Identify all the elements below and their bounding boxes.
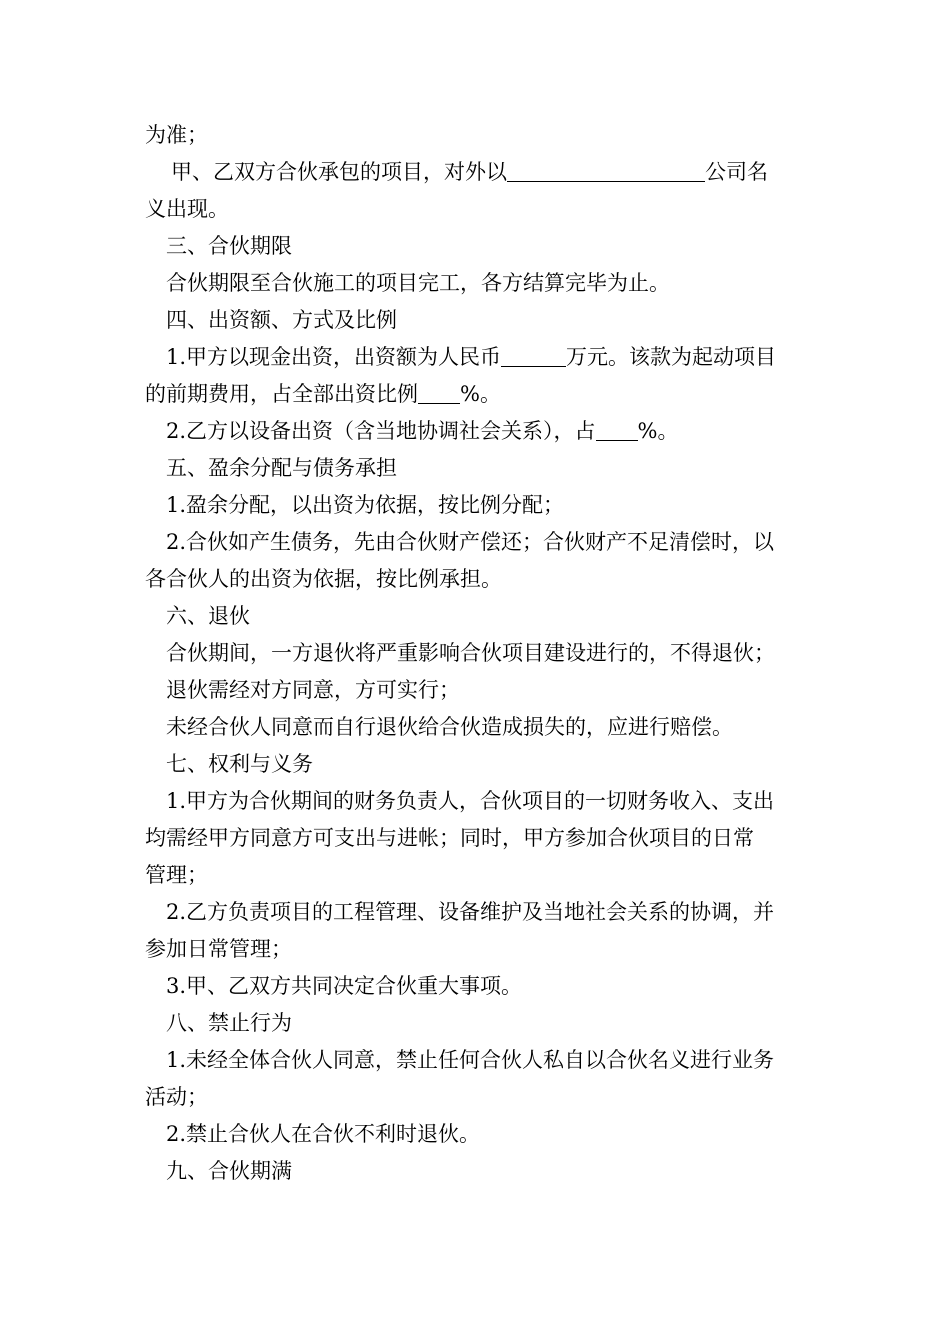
section-heading: 九、合伙期满 [166,1159,292,1183]
text-line: 2.合伙如产生债务，先由合伙财产偿还；合伙财产不足清偿时，以 [166,530,775,554]
text-line: 2.乙方负责项目的工程管理、设备维护及当地社会关系的协调，并 [166,900,775,924]
text-line: 2.乙方以设备出资（含当地协调社会关系），占 %。 [166,419,679,443]
text-line: 合伙期间，一方退伙将严重影响合伙项目建设进行的，不得退伙； [166,641,775,665]
company-name-blank [507,159,705,182]
text-line: 管理； [145,863,208,887]
text-line: 3.甲、乙双方共同决定合伙重大事项。 [166,974,523,998]
text-line: 活动； [145,1085,208,1109]
text-line: 1.甲方为合伙期间的财务负责人，合伙项目的一切财务收入、支出 [166,789,775,813]
section-heading: 五、盈余分配与债务承担 [166,456,397,480]
text-line: 未经合伙人同意而自行退伙给合伙造成损失的，应进行赔偿。 [166,715,733,739]
amount-blank [501,344,566,367]
text-line: 1.甲方以现金出资，出资额为人民币 万元。该款为起动项目 [166,345,777,369]
text-line: 义出现。 [145,197,229,221]
section-heading: 三、合伙期限 [166,234,292,258]
percent-blank [596,418,638,441]
document-page [145,117,810,1190]
section-heading: 八、禁止行为 [166,1011,292,1035]
percent-blank [418,381,460,404]
text-line: 1.未经全体合伙人同意，禁止任何合伙人私自以合伙名义进行业务 [166,1048,775,1072]
text-line: 1.盈余分配，以出资为依据，按比例分配； [166,493,565,517]
section-heading: 七、权利与义务 [166,752,313,776]
section-heading: 四、出资额、方式及比例 [166,308,397,332]
text-line: 合伙期限至合伙施工的项目完工，各方结算完毕为止。 [166,271,670,295]
text-line: 参加日常管理； [145,937,292,961]
section-heading: 六、退伙 [166,604,250,628]
text-line: 退伙需经对方同意，方可实行； [166,678,460,702]
text-line: 各合伙人的出资为依据，按比例承担。 [145,567,502,591]
text-line: 均需经甲方同意方可支出与进帐；同时，甲方参加合伙项目的日常 [145,826,754,850]
text-line: 的前期费用，占全部出资比例 %。 [145,382,501,406]
text-line: 为准； [145,123,208,147]
text-line: 2.禁止合伙人在合伙不利时退伙。 [166,1122,481,1146]
text-line: 甲、乙双方合伙承包的项目，对外以 公司名 [171,160,768,184]
